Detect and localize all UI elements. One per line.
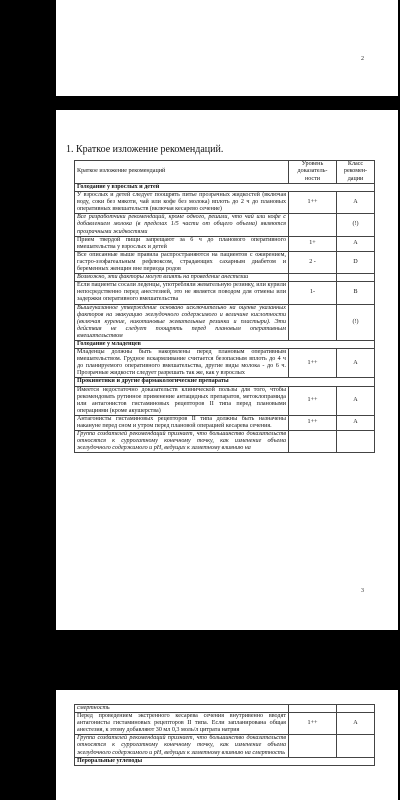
table-comment-row [75,274,375,282]
table-row [75,251,375,273]
recommendation-text: У взрослых и детей следует поощрять питье прозрачных жидкостей (включая воду, соки без мякоти, чай или кофе без молока) вплоть до 2 ч до плановых оперативных вмешательств (включая кесарево сечение) [75,192,289,214]
recommendation-text: смертность [75,705,289,713]
recommendation-class: (!) [337,304,375,340]
recommendation-class [337,274,375,282]
header-recommendation-class: Класс рекомен-дации [337,161,375,184]
evidence-level: 1++ [289,349,337,378]
recommendation-class [337,431,375,453]
table-row [75,349,375,378]
recommendation-text: Перед проведением экстренного кесарева сечения внутривенно вводят антагонисты гистаминовых рецепторов II типа. Если запланирована общая анестезия, к этому добавляют 30 мл 0,3 моль/л цитрата натрия [75,713,289,735]
evidence-level [289,214,337,236]
section-title: Голодание у взрослых и детей [75,184,375,192]
recommendation-text: Имеется недостаточно доказательств клинической пользы для того, чтобы рекомендовать рутинное применение антацидных препаратов, метоклопрамида или антагонистов гистаминовых рецепторов II типа перед плановыми операциями (кроме акушерства) [75,386,289,415]
evidence-level: 1- [289,282,337,304]
page-2 [56,0,398,96]
recommendation-class: A [337,386,375,415]
evidence-level [289,274,337,282]
table-comment-row [75,304,375,340]
evidence-level: 1+ [289,236,337,251]
recommendation-text: Если пациенты сосали леденцы, употребляли жевательную резинку, или курили непосредственно перед анестезией, это не является поводом для отмены или задержки оперативного вмешательства [75,282,289,304]
recommendation-class: A [337,349,375,378]
table-header-row [75,161,375,184]
recommendation-class: (!) [337,214,375,236]
recommendation-text: Антагонисты гистаминовых рецепторов II типа должны быть назначены накануне перед сном и утром перед плановой операцией кесарева сечения. [75,415,289,430]
page-number: 2 [361,56,364,62]
recommendation-class [337,735,375,757]
table-section-row [75,184,375,192]
evidence-level: 1++ [289,713,337,735]
section-title: Прокинетики и другие фармакологические препараты [75,378,375,386]
table-row [75,386,375,415]
recommendation-text: Группа создателей рекомендаций признает, что большинство доказательств относятся к суррогатному конечному точку, как изменение объема желудочного содержимого и pH, ведущих к заметному влиянию на смертность [75,735,289,757]
recommendation-class [337,705,375,713]
header-summary: Краткое изложение рекомендаций [75,161,289,184]
table-row [75,415,375,430]
section-heading: 1. Краткое изложение рекомендаций. [66,144,224,155]
table-section-row [75,757,375,765]
recommendation-class: B [337,282,375,304]
recommendation-class: A [337,713,375,735]
recommendation-text: Все описанные выше правила распространяются на пациентов с ожирением, гастро-эзофагеальным рефлюксом, страдающих сахарным диабетом и беременных женщин вне периода родов [75,251,289,273]
table-row [75,282,375,304]
section-title: Пероральные углеводы [75,757,375,765]
section-title: Голодание у младенцев [75,340,375,348]
recommendation-text: Возможно, эти факторы могут влиять на проведение анестезии [75,274,289,282]
evidence-level: 1++ [289,192,337,214]
table-row [75,192,375,214]
evidence-level [289,705,337,713]
recommendation-class: D [337,251,375,273]
evidence-level [289,431,337,453]
recommendation-text: Группа создателей рекомендаций признает, что большинство доказательств относятся к суррогатному конечному точку, как изменение объема желудочного содержимого и pH, ведущих к заметному влиянию на [75,431,289,453]
table-comment-row [75,431,375,453]
table-section-row [75,340,375,348]
recommendation-text: Младенцы должны быть накормлены перед плановым оперативным вмешательством. Грудное вскармливание считается безопасным вплоть до 4 ч до планируемого оперативного вмешательства, другие виды молока - до 6 ч. Прозрачные жидкости следует разрешать так же, как у взрослых [75,349,289,378]
recommendation-text: Вышеуказанное утверждение основано исключительно на оценке указанных факторов на эвакуацию желудочного содержимого и величине кислотности (включая курение, никотиновые жевательные резинки и пластыри). Эти действия не следует поощрять перед плановым оперативным вмешательством [75,304,289,340]
evidence-level: 1++ [289,386,337,415]
recommendation-class: A [337,236,375,251]
table-section-row [75,378,375,386]
page-4 [56,690,398,800]
table-row [75,236,375,251]
page-number: 3 [361,588,364,594]
recommendation-text: Все разработчики рекомендаций, кроме одного, решили, что чай или кофе с добавлением молока (в пределах 1/5 части от общего объема) являются прозрачными жидкостями [75,214,289,236]
evidence-level [289,304,337,340]
recommendation-text: Прием твердой пищи запрещают за 6 ч до планового оперативного вмешательства у взрослых и детей [75,236,289,251]
table-row [75,713,375,735]
recommendations-table-continued [74,704,375,766]
page-3 [56,110,398,630]
table-comment-row [75,214,375,236]
evidence-level [289,735,337,757]
header-evidence-level: Уровень доказатель-ности [289,161,337,184]
evidence-level: 1++ [289,415,337,430]
table-comment-row [75,705,375,713]
table-comment-row [75,735,375,757]
recommendations-table [74,160,375,453]
evidence-level: 2 - [289,251,337,273]
recommendation-class: A [337,192,375,214]
recommendation-class: A [337,415,375,430]
